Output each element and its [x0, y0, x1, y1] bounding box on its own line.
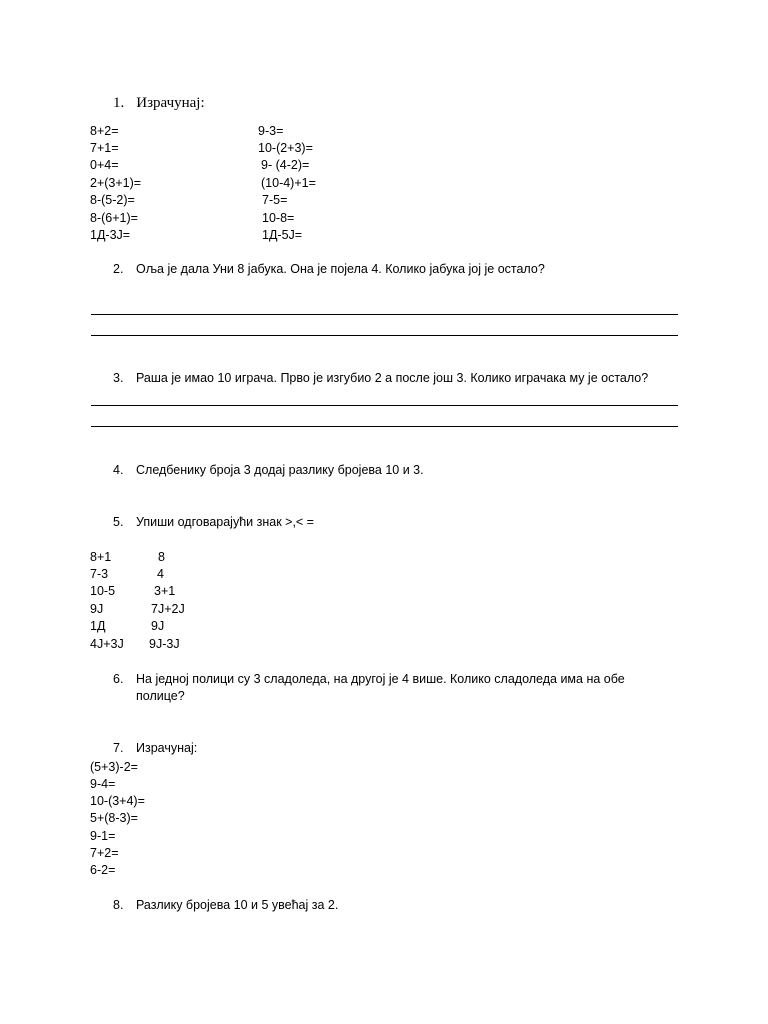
q3-number: 3.	[113, 371, 124, 385]
q7-number: 7.	[113, 741, 124, 755]
q5-text: Упиши одговарајући знак >,< =	[136, 515, 314, 529]
q3-text: Раша је имао 10 играча. Прво је изгубио 2 а после још 3. Колико играчака му је остало?	[136, 371, 649, 385]
q7-item: 6-2=	[90, 863, 116, 877]
q5-number: 5.	[113, 515, 124, 529]
q1-right-item: 10-8=	[262, 211, 295, 225]
q5-pair-right: 9Ј-3Ј	[149, 637, 180, 651]
q1-number: 1.	[113, 95, 125, 111]
q5-pair-left: 8+1	[90, 550, 112, 564]
q7-item: (5+3)-2=	[90, 760, 138, 774]
q5-pair-right: 7Ј+2Ј	[151, 602, 185, 616]
q1-left-item: 8-(6+1)=	[90, 211, 138, 225]
q1-right-item: (10-4)+1=	[261, 176, 316, 190]
q5-pair-right: 4	[157, 567, 164, 581]
q5-pair-left: 9Ј	[90, 602, 104, 616]
q7-item: 5+(8-3)=	[90, 811, 138, 825]
q5-pair-left: 4Ј+3Ј	[90, 637, 124, 651]
answer-line[interactable]	[91, 426, 678, 427]
q1-right-item: 9-3=	[258, 124, 284, 138]
q5-pair-left: 10-5	[90, 584, 116, 598]
q5-pair-left: 1Д	[90, 619, 106, 633]
answer-line[interactable]	[91, 314, 678, 315]
answer-line[interactable]	[91, 405, 678, 406]
q1-right-item: 1Д-5Ј=	[262, 228, 303, 242]
q6-text-line1: На једној полици су 3 сладоледа, на другој је 4 више. Колико сладоледа има на обе	[136, 672, 625, 686]
q1-right-item: 7-5=	[262, 193, 288, 207]
q5-pair-right: 8	[158, 550, 165, 564]
q7-item: 9-1=	[90, 829, 116, 843]
q8-text: Разлику бројева 10 и 5 увећај за 2.	[136, 898, 339, 912]
q1-heading	[113, 95, 205, 112]
q1-title: Израчунај:	[136, 95, 205, 111]
q1-left-item: 8+2=	[90, 124, 119, 138]
q7-item: 10-(3+4)=	[90, 794, 145, 808]
q2-number: 2.	[113, 262, 124, 276]
q6-text-line2: полице?	[136, 689, 185, 703]
q6-number: 6.	[113, 672, 124, 686]
q7-title: Израчунај:	[136, 741, 198, 755]
q1-right-item: 9- (4-2)=	[261, 158, 310, 172]
q7-item: 9-4=	[90, 777, 116, 791]
q1-left-item: 2+(3+1)=	[90, 176, 142, 190]
q4-number: 4.	[113, 463, 124, 477]
q4-text: Следбенику броја 3 додај разлику бројева 10 и 3.	[136, 463, 424, 477]
q5-pair-right: 9Ј	[151, 619, 165, 633]
q5-pair-right: 3+1	[154, 584, 176, 598]
q1-left-item: 7+1=	[90, 141, 119, 155]
q7-item: 7+2=	[90, 846, 119, 860]
q1-left-item: 0+4=	[90, 158, 119, 172]
q1-left-item: 1Д-3Ј=	[90, 228, 131, 242]
q1-right-item: 10-(2+3)=	[258, 141, 313, 155]
answer-line[interactable]	[91, 335, 678, 336]
q5-pair-left: 7-3	[90, 567, 109, 581]
q1-left-item: 8-(5-2)=	[90, 193, 135, 207]
q8-number: 8.	[113, 898, 124, 912]
q2-text: Оља је дала Уни 8 јабука. Она је појела 4. Колико јабука јој је остало?	[136, 262, 545, 276]
